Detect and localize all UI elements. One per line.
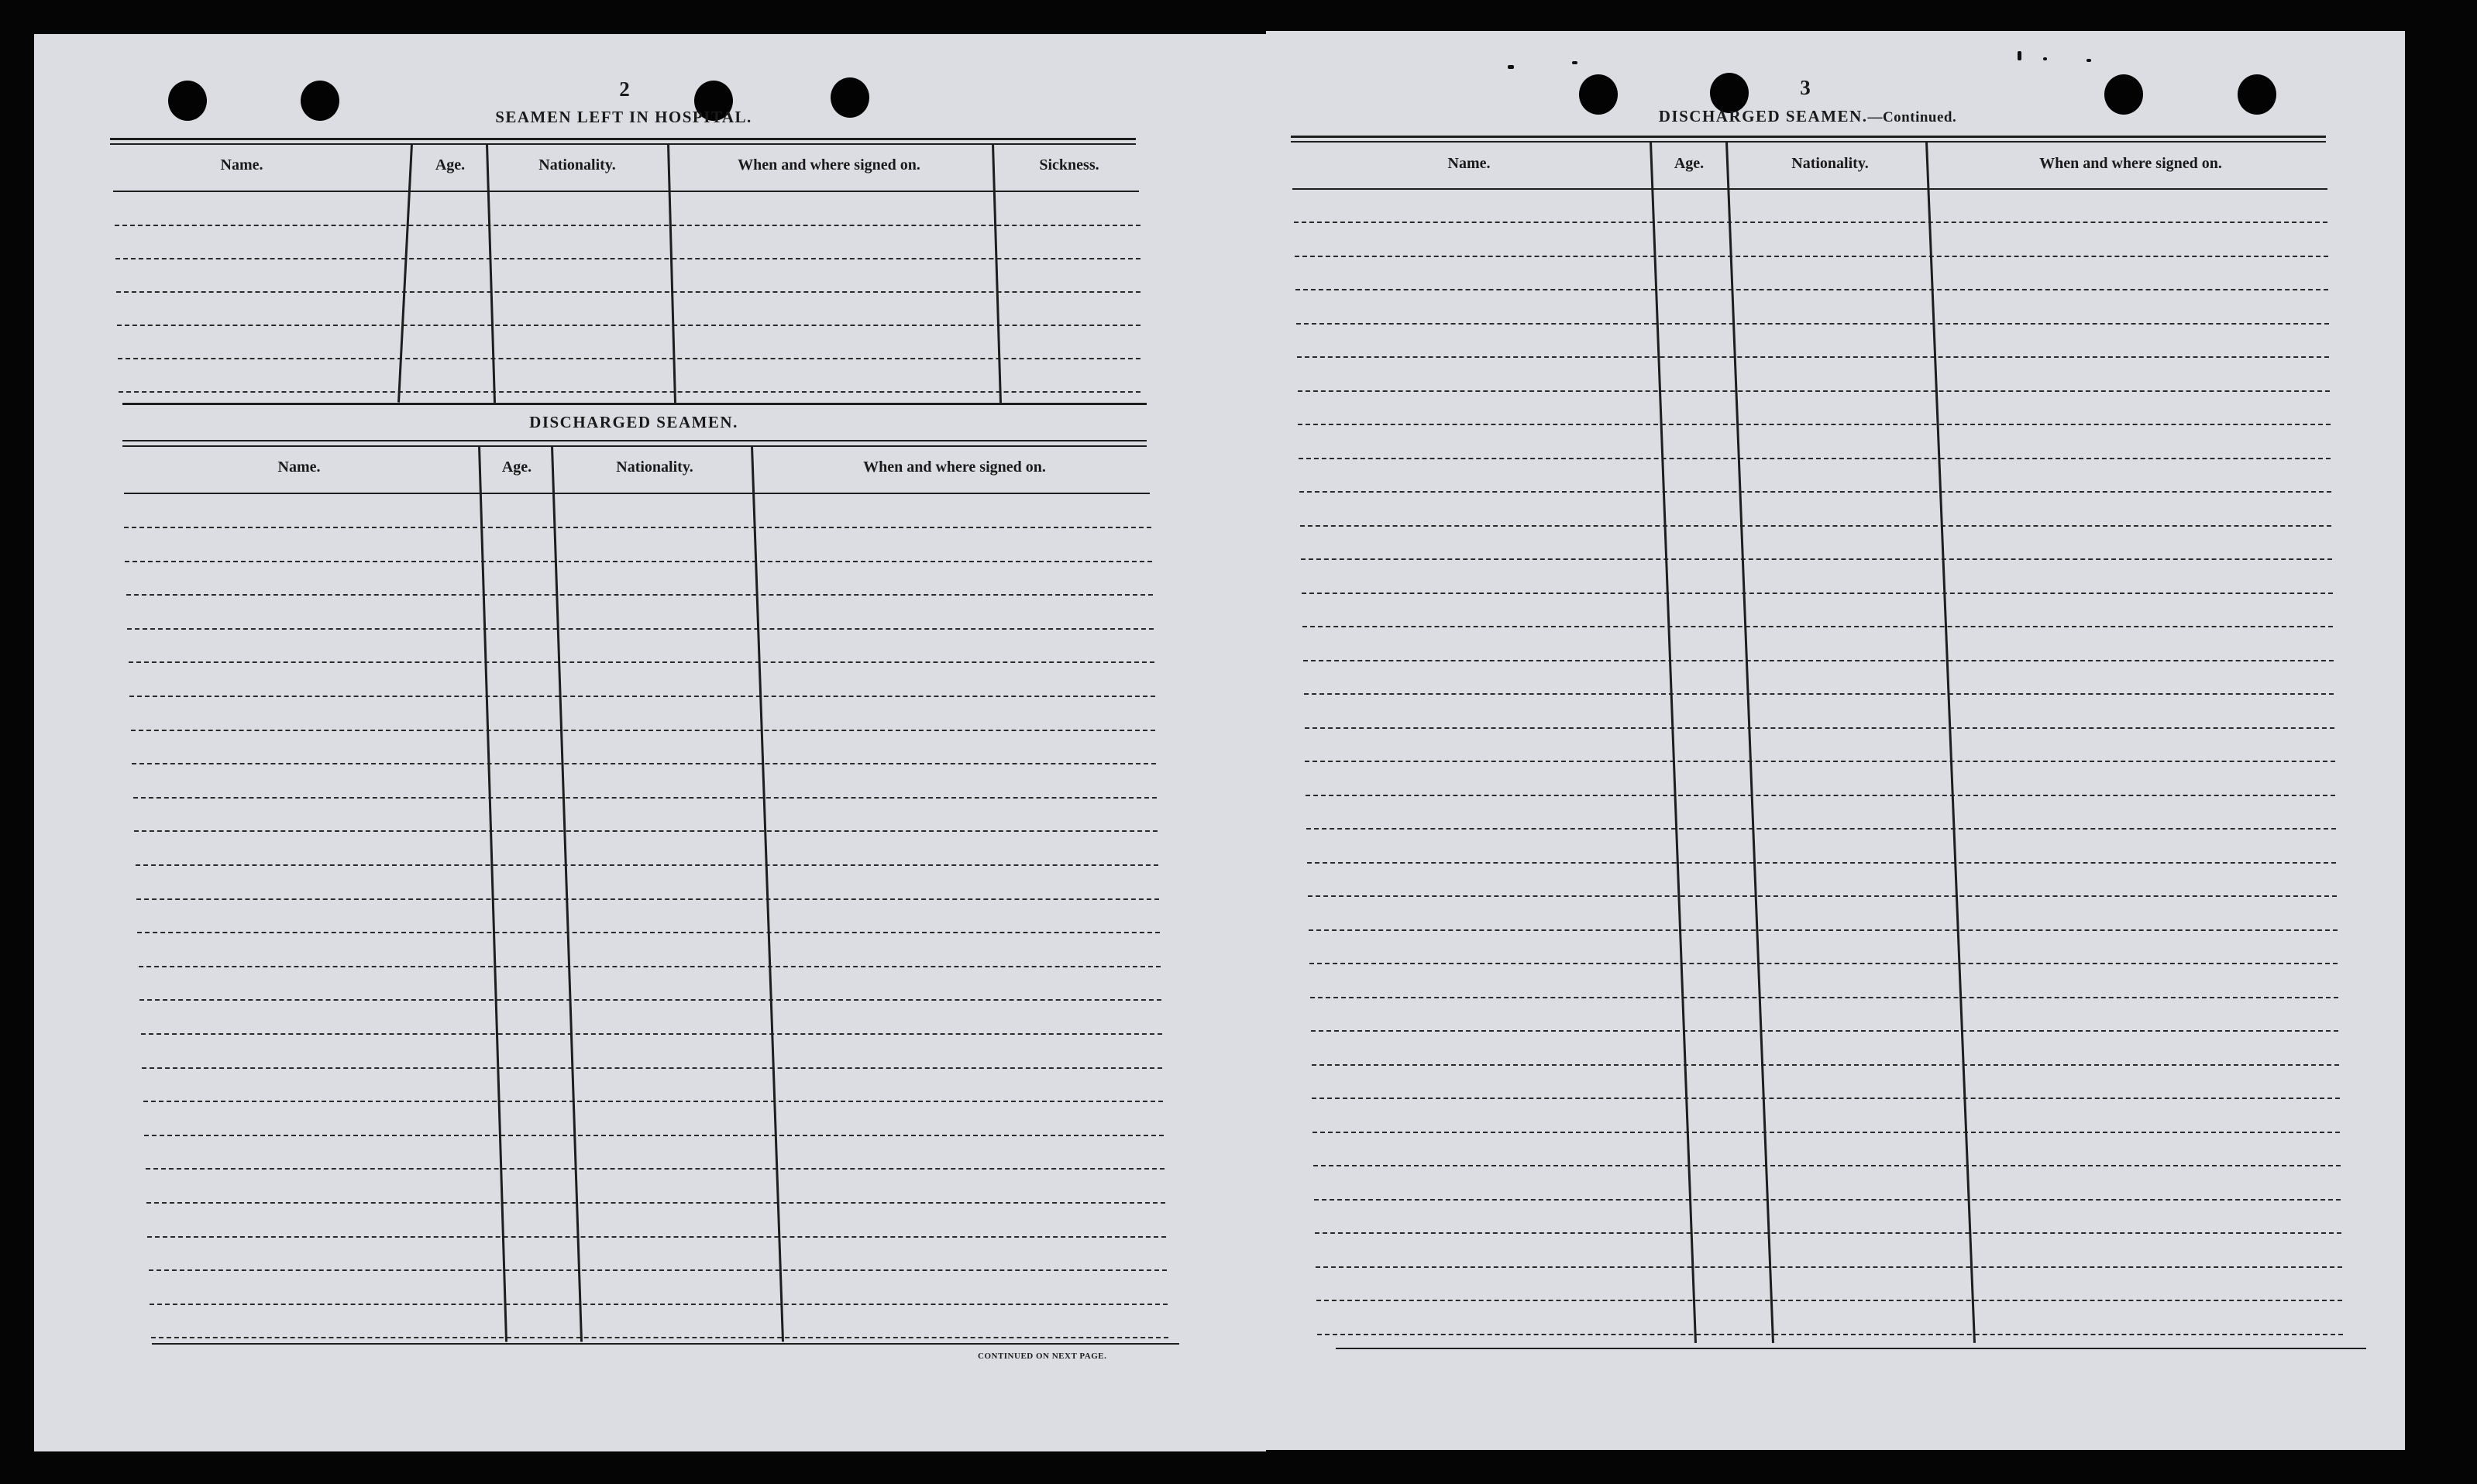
discharged-row-line [146, 1202, 1165, 1204]
right-row-line [1298, 390, 2331, 392]
discharged-row-line [143, 1101, 1164, 1102]
right-col-name: Name. [1447, 155, 1491, 172]
ink-speck [2087, 59, 2091, 62]
punch-hole-icon [168, 81, 207, 121]
discharged-row-line [131, 730, 1156, 731]
continued-footer: CONTINUED ON NEXT PAGE. [978, 1352, 1107, 1361]
right-row-line [1305, 761, 2334, 762]
discharged-row-line [126, 594, 1153, 596]
right-row-line [1316, 1266, 2342, 1268]
right-top-rule [1291, 141, 2326, 143]
right-row-line [1304, 693, 2334, 695]
discharged-bottom-rule [152, 1343, 1179, 1345]
page-number-right: 3 [1800, 76, 1811, 99]
page-number-left: 2 [619, 77, 630, 101]
ink-speck [2043, 57, 2047, 60]
hospital-col-nationality: Nationality. [538, 156, 616, 173]
right-row-line [1303, 660, 2334, 661]
discharged-row-line [141, 1033, 1162, 1035]
right-row-line [1307, 862, 2336, 864]
discharged-header-rule [124, 493, 1150, 494]
right-top-rule [1291, 136, 2326, 138]
right-row-line [1299, 491, 2331, 493]
discharged-continued-suffix: —Continued. [1867, 109, 1957, 125]
discharged-row-line [137, 932, 1159, 933]
discharged-row-line [142, 1067, 1162, 1069]
discharged-row-line [124, 527, 1151, 528]
right-row-line [1297, 356, 2330, 358]
hospital-col-signed-on: When and where signed on. [738, 156, 920, 173]
hospital-col-age: Age. [435, 156, 466, 173]
discharged-top-rule [122, 445, 1147, 447]
left-page [34, 34, 1266, 1451]
hospital-row-line [116, 291, 1140, 293]
discharged-row-line [144, 1135, 1164, 1136]
discharged-section-title: DISCHARGED SEAMEN. [529, 413, 738, 431]
right-col-age: Age. [1674, 155, 1705, 172]
discharged-row-line [147, 1236, 1165, 1238]
hospital-row-line [117, 325, 1140, 326]
right-row-line [1302, 626, 2333, 627]
right-bottom-rule [1336, 1348, 2366, 1349]
punch-hole-icon [301, 81, 339, 121]
discharged-continued-title [1659, 107, 1956, 126]
right-row-line [1294, 222, 2327, 223]
punch-hole-icon [831, 77, 869, 118]
right-row-line [1300, 525, 2331, 527]
hospital-col-sickness: Sickness. [1039, 156, 1099, 173]
right-row-line [1312, 1132, 2340, 1133]
discharged-row-line [151, 1337, 1168, 1338]
discharged-row-line [129, 696, 1154, 697]
right-row-line [1295, 256, 2328, 257]
right-row-line [1312, 1064, 2340, 1066]
right-row-line [1314, 1199, 2341, 1201]
discharged-row-line [125, 561, 1151, 562]
ink-speck [1508, 65, 1514, 69]
hospital-row-line [119, 391, 1140, 393]
right-header-rule [1292, 188, 2327, 190]
hospital-header-rule [113, 191, 1139, 192]
right-col-signed-on: When and where signed on. [2039, 155, 2222, 172]
right-row-line [1317, 1334, 2343, 1335]
discharged-row-line [129, 661, 1154, 663]
discharged-col-age: Age. [501, 459, 532, 476]
discharged-row-line [136, 898, 1159, 900]
right-row-line [1302, 593, 2333, 594]
discharged-row-line [139, 966, 1161, 967]
right-row-line [1305, 727, 2335, 729]
right-row-line [1306, 795, 2335, 796]
discharged-row-line [139, 999, 1161, 1001]
right-row-line [1309, 963, 2338, 964]
right-row-line [1306, 828, 2336, 830]
right-row-line [1296, 323, 2329, 325]
discharged-top-rule [122, 440, 1147, 441]
punch-hole-icon [2238, 74, 2276, 115]
discharged-continued-title-main: DISCHARGED SEAMEN. [1658, 107, 1868, 125]
discharged-col-name: Name. [277, 459, 321, 476]
hospital-section-title: SEAMEN LEFT IN HOSPITAL. [495, 108, 752, 126]
discharged-col-nationality: Nationality. [616, 459, 693, 476]
discharged-row-line [149, 1269, 1167, 1271]
hospital-row-line [115, 225, 1140, 226]
right-row-line [1298, 424, 2330, 425]
hospital-bottom-rule [122, 403, 1147, 405]
right-row-line [1301, 558, 2332, 560]
discharged-row-line [133, 797, 1158, 799]
hospital-col-name: Name. [220, 156, 263, 173]
ink-speck [2018, 51, 2021, 60]
right-col-nationality: Nationality. [1791, 155, 1869, 172]
right-row-line [1299, 458, 2331, 459]
punch-hole-icon [2104, 74, 2143, 115]
right-row-line [1316, 1300, 2342, 1301]
discharged-row-line [146, 1168, 1165, 1170]
discharged-row-line [136, 864, 1159, 866]
right-row-line [1315, 1232, 2341, 1234]
right-page [1266, 31, 2405, 1450]
punch-hole-icon [1579, 74, 1618, 115]
right-row-line [1310, 997, 2338, 998]
right-row-line [1295, 289, 2328, 290]
hospital-row-line [118, 358, 1140, 359]
ink-speck [1572, 61, 1577, 64]
discharged-row-line [134, 830, 1158, 832]
right-row-line [1312, 1098, 2339, 1099]
hospital-row-line [115, 258, 1140, 259]
right-row-line [1313, 1165, 2341, 1166]
discharged-col-signed-on: When and where signed on. [863, 459, 1046, 476]
discharged-row-line [150, 1304, 1167, 1305]
hospital-top-rule [110, 143, 1136, 145]
right-row-line [1311, 1030, 2339, 1032]
right-row-line [1308, 895, 2337, 897]
hospital-top-rule [110, 138, 1136, 140]
discharged-row-line [127, 628, 1153, 630]
discharged-row-line [132, 763, 1156, 764]
right-row-line [1309, 929, 2338, 931]
